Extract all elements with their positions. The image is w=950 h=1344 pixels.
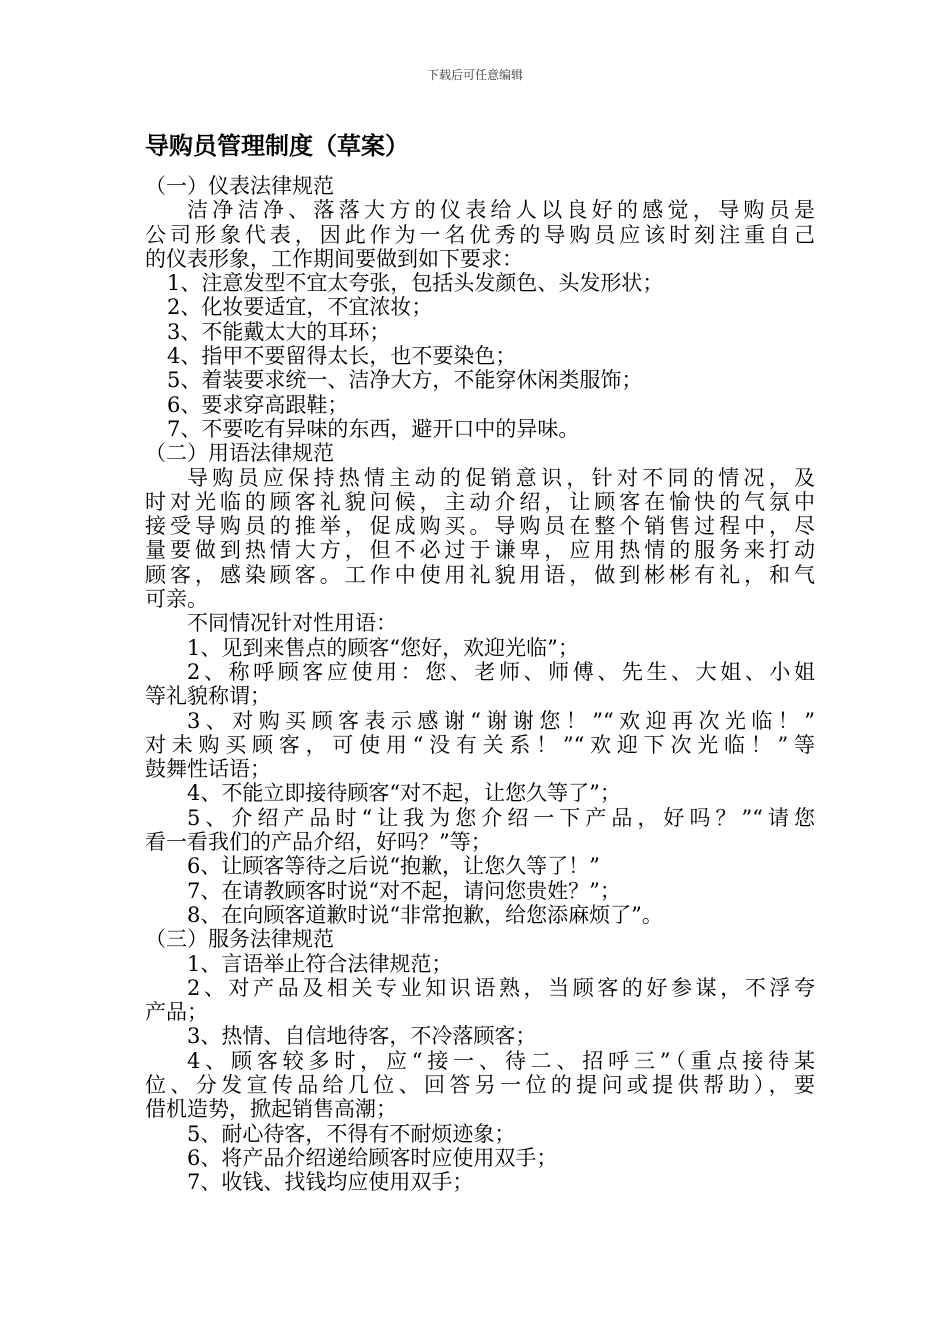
- text-line: 6、让顾客等待之后说“抱歉，让您久等了！”: [187, 854, 600, 879]
- text-line: 7、不要吃有异味的东西，避开口中的异味。: [167, 416, 580, 441]
- text-line: 鼓舞性话语；: [145, 757, 271, 782]
- text-line: （三）服务法律规范: [145, 927, 334, 952]
- header-note: 下载后可任意编辑: [426, 68, 523, 82]
- text-line: 时对光临的顾客礼貌问候，主动介绍，让顾客在愉快的气氛中: [145, 489, 815, 514]
- text-line: （二）用语法律规范: [145, 441, 334, 466]
- text-line: 顾客，感染顾客。工作中使用礼貌用语，做到彬彬有礼，和气: [145, 562, 815, 587]
- text-line: 4、不能立即接待顾客“对不起，让您久等了”；: [187, 781, 621, 806]
- text-line: 5、介绍产品时“让我为您介绍一下产品，好吗？”“请您: [187, 805, 815, 830]
- text-line: 导购员应保持热情主动的促销意识，针对不同的情况，及: [187, 465, 815, 490]
- document-text: [145, 174, 815, 1194]
- text-line: 借机造势，掀起销售高潮；: [145, 1097, 397, 1122]
- text-line: 4、指甲不要留得太长，也不要染色；: [167, 344, 517, 369]
- text-line: 5、着装要求统一、洁净大方，不能穿休闲类服饰；: [167, 368, 643, 393]
- text-line: 5、耐心待客，不得有不耐烦迹象；: [187, 1121, 516, 1146]
- text-line: 公司形象代表，因此作为一名优秀的导购员应该时刻注重自己: [145, 222, 815, 247]
- document-body: [145, 128, 815, 1194]
- text-line: 的仪表形象，工作期间要做到如下要求：: [145, 246, 523, 271]
- text-line: 位、分发宣传品给几位、回答另一位的提问或提供帮助），要: [145, 1072, 815, 1097]
- text-line: 可亲。: [145, 587, 208, 612]
- text-line: 2、对产品及相关专业知识语熟，当顾客的好参谋，不浮夸: [187, 975, 815, 1000]
- text-line: 7、在请教顾客时说“对不起，请问您贵姓？”；: [187, 878, 621, 903]
- text-line: 3、热情、自信地待客，不冷落顾客；: [187, 1024, 537, 1049]
- document-title: 导购员管理制度（草案）: [145, 132, 409, 160]
- text-line: 洁净洁净、落落大方的仪表给人以良好的感觉，导购员是: [187, 198, 815, 223]
- text-line: 看一看我们的产品介绍，好吗？”等；: [145, 830, 492, 855]
- text-line: 产品；: [145, 1000, 208, 1025]
- text-line: 1、注意发型不宜太夸张，包括头发颜色、头发形状；: [167, 271, 664, 296]
- text-line: 对未购买顾客，可使用“没有关系！”“欢迎下次光临！”等: [145, 732, 815, 757]
- text-line: 4、顾客较多时，应“接一、待二、招呼三”（重点接待某: [187, 1048, 815, 1073]
- text-line: 等礼貌称谓；: [145, 684, 271, 709]
- text-line: 接受导购员的推举，促成购买。导购员在整个销售过程中，尽: [145, 514, 815, 539]
- text-line: 7、收钱、找钱均应使用双手；: [187, 1170, 474, 1195]
- text-line: 2、称呼顾客应使用：您、老师、师傅、先生、大姐、小姐: [187, 659, 815, 684]
- text-line: 1、见到来售点的顾客“您好，欢迎光临”；: [187, 635, 579, 660]
- text-line: 2、化妆要适宜，不宜浓妆；: [167, 295, 433, 320]
- text-line: 6、将产品介绍递给顾客时应使用双手；: [187, 1145, 558, 1170]
- text-line: 3、对购买顾客表示感谢“谢谢您！”“欢迎再次光临！”: [187, 708, 815, 733]
- text-line: 6、要求穿高跟鞋；: [167, 392, 349, 417]
- text-line: 量要做到热情大方，但不必过于谦卑，应用热情的服务来打动: [145, 538, 815, 563]
- text-line: 3、不能戴太大的耳环；: [167, 319, 391, 344]
- text-line: 不同情况针对性用语：: [187, 611, 397, 636]
- text-line: （一）仪表法律规范: [145, 174, 334, 198]
- text-line: 1、言语举止符合法律规范；: [187, 951, 453, 976]
- text-line: 8、在向顾客道歉时说“非常抱歉，给您添麻烦了”。: [187, 902, 663, 927]
